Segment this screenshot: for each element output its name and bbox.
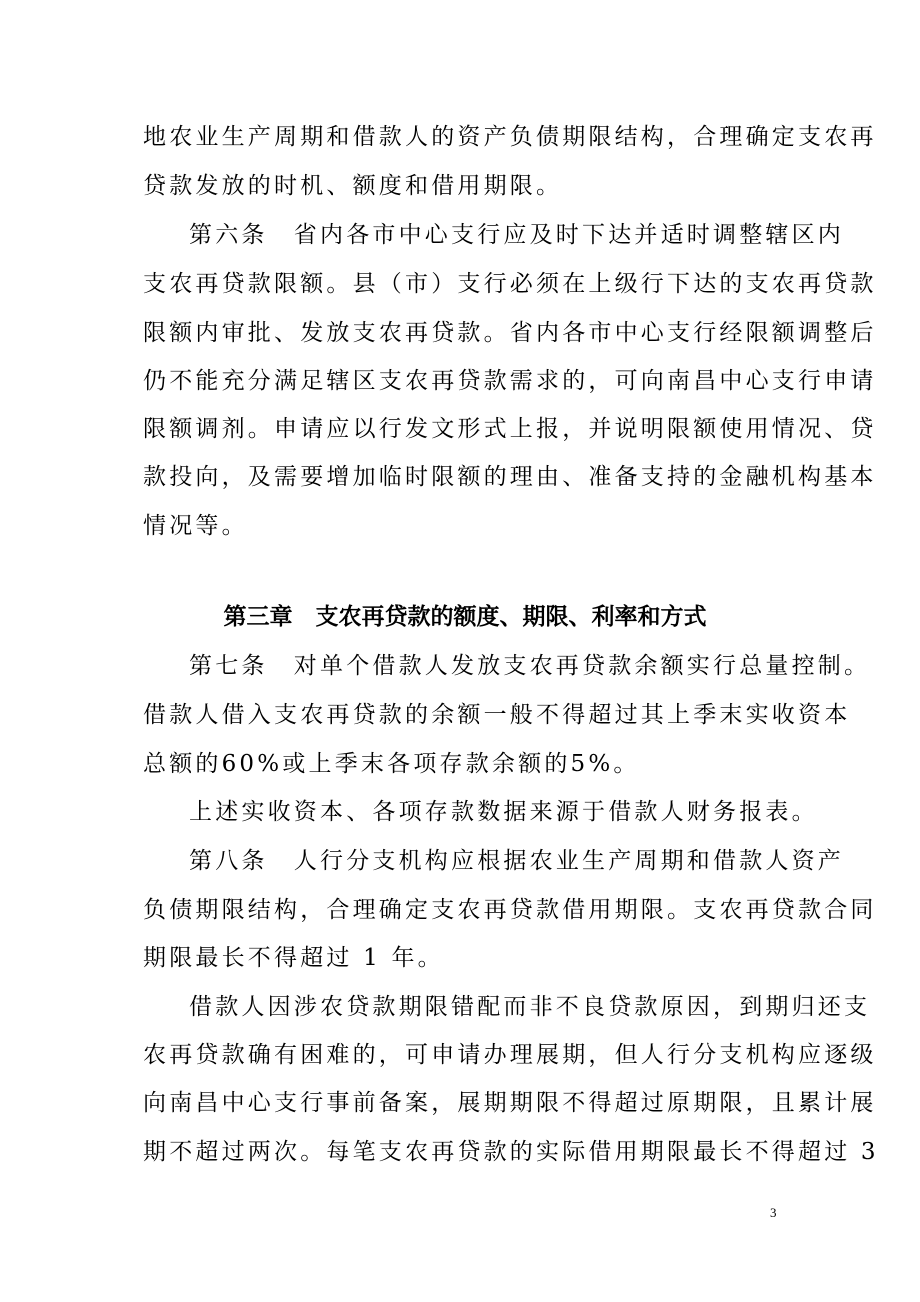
text-line: 情况等。	[143, 513, 248, 539]
text-line: 负债期限结构，合理确定支农再贷款借用期限。支农再贷款合同	[143, 897, 877, 923]
text-line: 第七条 对单个借款人发放支农再贷款余额实行总量控制。	[189, 653, 871, 679]
text-line: 期限最长不得超过 1 年。	[143, 945, 444, 971]
text-line: 贷款发放的时机、额度和借用期限。	[143, 173, 563, 199]
page-number: 3	[770, 1205, 777, 1220]
text-line: 限额内审批、发放支农再贷款。省内各市中心支行经限额调整后	[143, 320, 877, 346]
text-line: 限额调剂。申请应以行发文形式上报，并说明限额使用情况、贷	[143, 416, 877, 442]
text-line: 仍不能充分满足辖区支农再贷款需求的，可向南昌中心支行申请	[143, 368, 877, 394]
text-line: 地农业生产周期和借款人的资产负债期限结构，合理确定支农再	[143, 124, 877, 150]
text-line: 借款人因涉农贷款期限错配而非不良贷款原因，到期归还支	[189, 994, 871, 1020]
text-line: 上述实收资本、各项存款数据来源于借款人财务报表。	[189, 799, 818, 825]
text-line: 款投向，及需要增加临时限额的理由、准备支持的金融机构基本	[143, 464, 877, 490]
text-line: 期不超过两次。每笔支农再贷款的实际借用期限最长不得超过 3	[143, 1139, 879, 1165]
text-line: 向南昌中心支行事前备案，展期期限不得超过原期限，且累计展	[143, 1090, 877, 1116]
text-line: 第六条 省内各市中心支行应及时下达并适时调整辖区内	[189, 222, 844, 248]
text-line: 支农再贷款限额。县（市）支行必须在上级行下达的支农再贷款	[143, 271, 877, 297]
chapter-heading: 第三章 支农再贷款的额度、期限、利率和方式	[223, 604, 707, 630]
text-line: 第八条 人行分支机构应根据农业生产周期和借款人资产	[189, 848, 844, 874]
text-line: 总额的60%或上季末各项存款余额的5%。	[143, 751, 640, 777]
text-line: 借款人借入支农再贷款的余额一般不得超过其上季末实收资本	[143, 702, 851, 728]
text-line: 农再贷款确有困难的，可申请办理展期，但人行分支机构应逐级	[143, 1042, 877, 1068]
